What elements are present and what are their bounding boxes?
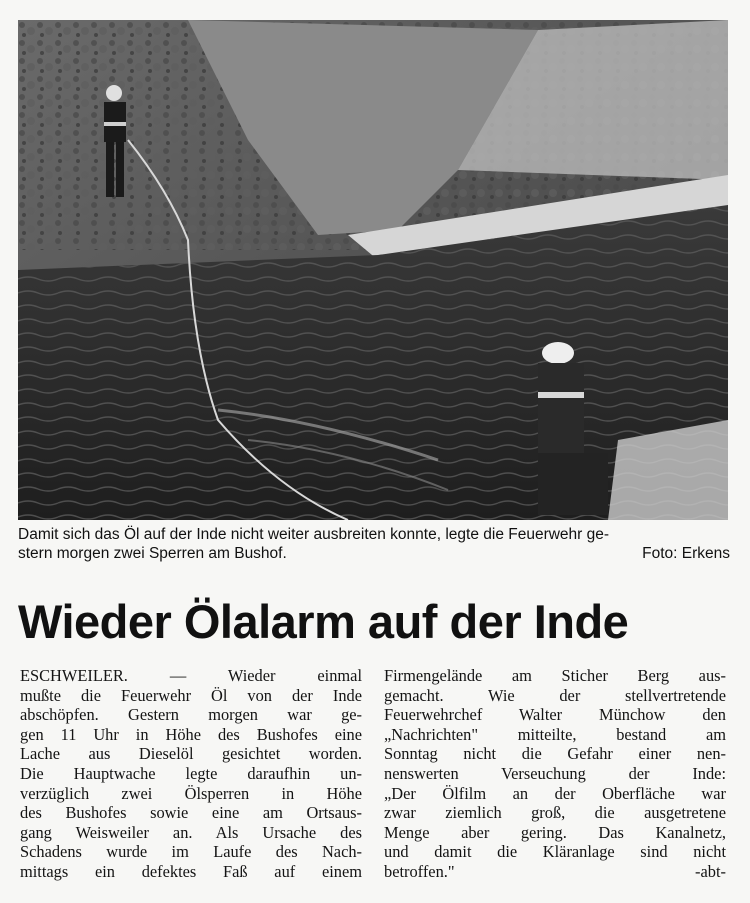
article-line: mittags ein defektes Faß auf einem [20, 861, 362, 881]
article-line: zwar ziemlich groß, die ausgetretene [384, 803, 726, 823]
news-photo [18, 20, 728, 520]
article-column-right [384, 666, 726, 882]
article-line: Feuerwehrchef Walter Münchow den [384, 705, 726, 725]
article-line: gemacht. Wie der stellvertretende [384, 685, 726, 705]
photo-caption [18, 525, 730, 563]
article-line: gen 11 Uhr in Höhe des Bushofes eine [20, 724, 362, 744]
article-line: betroffen." [384, 861, 455, 881]
article-line: Lache aus Dieselöl gesichtet worden. [20, 744, 362, 764]
article-column-left [20, 666, 362, 882]
article-line: nenswerten Verseuchung der Inde: [384, 763, 726, 783]
article-line: ESCHWEILER. — Wieder einmal [20, 666, 362, 685]
article-line: des Bushofes sowie eine am Ortsaus- [20, 803, 362, 823]
photo-credit: Foto: Erkens [642, 545, 730, 562]
caption-line-2: stern morgen zwei Sperren am Bushof. [18, 545, 287, 562]
article-line: Firmengelände am Sticher Berg aus- [384, 666, 726, 685]
article-line: Menge aber gering. Das Kanalnetz, [384, 822, 726, 842]
article-line: „Nachrichten" mitteilte, bestand am [384, 724, 726, 744]
article-line: Die Hauptwache legte daraufhin un- [20, 763, 362, 783]
article-line: gang Weisweiler an. Als Ursache des [20, 822, 362, 842]
article-line: mußte die Feuerwehr Öl von der Inde [20, 685, 362, 705]
headline: Wieder Ölalarm auf der Inde [18, 595, 629, 648]
article-line: und damit die Kläranlage sind nicht [384, 842, 726, 862]
author-signature: -abt- [695, 861, 726, 881]
article-line: Schadens wurde im Laufe des Nach- [20, 842, 362, 862]
caption-line-1: Damit sich das Öl auf der Inde nicht weiter ausbreiten konnte, legte die Feuerwehr ge- [18, 526, 610, 543]
article-line: verzüglich zwei Ölsperren in Höhe [20, 783, 362, 803]
article-line: „Der Ölfilm an der Oberfläche war [384, 783, 726, 803]
river-photo-illustration [18, 20, 728, 520]
article-final-line [384, 862, 726, 882]
article-line: abschöpfen. Gestern morgen war ge- [20, 705, 362, 725]
article-line: Sonntag nicht die Gefahr einer nen- [384, 744, 726, 764]
